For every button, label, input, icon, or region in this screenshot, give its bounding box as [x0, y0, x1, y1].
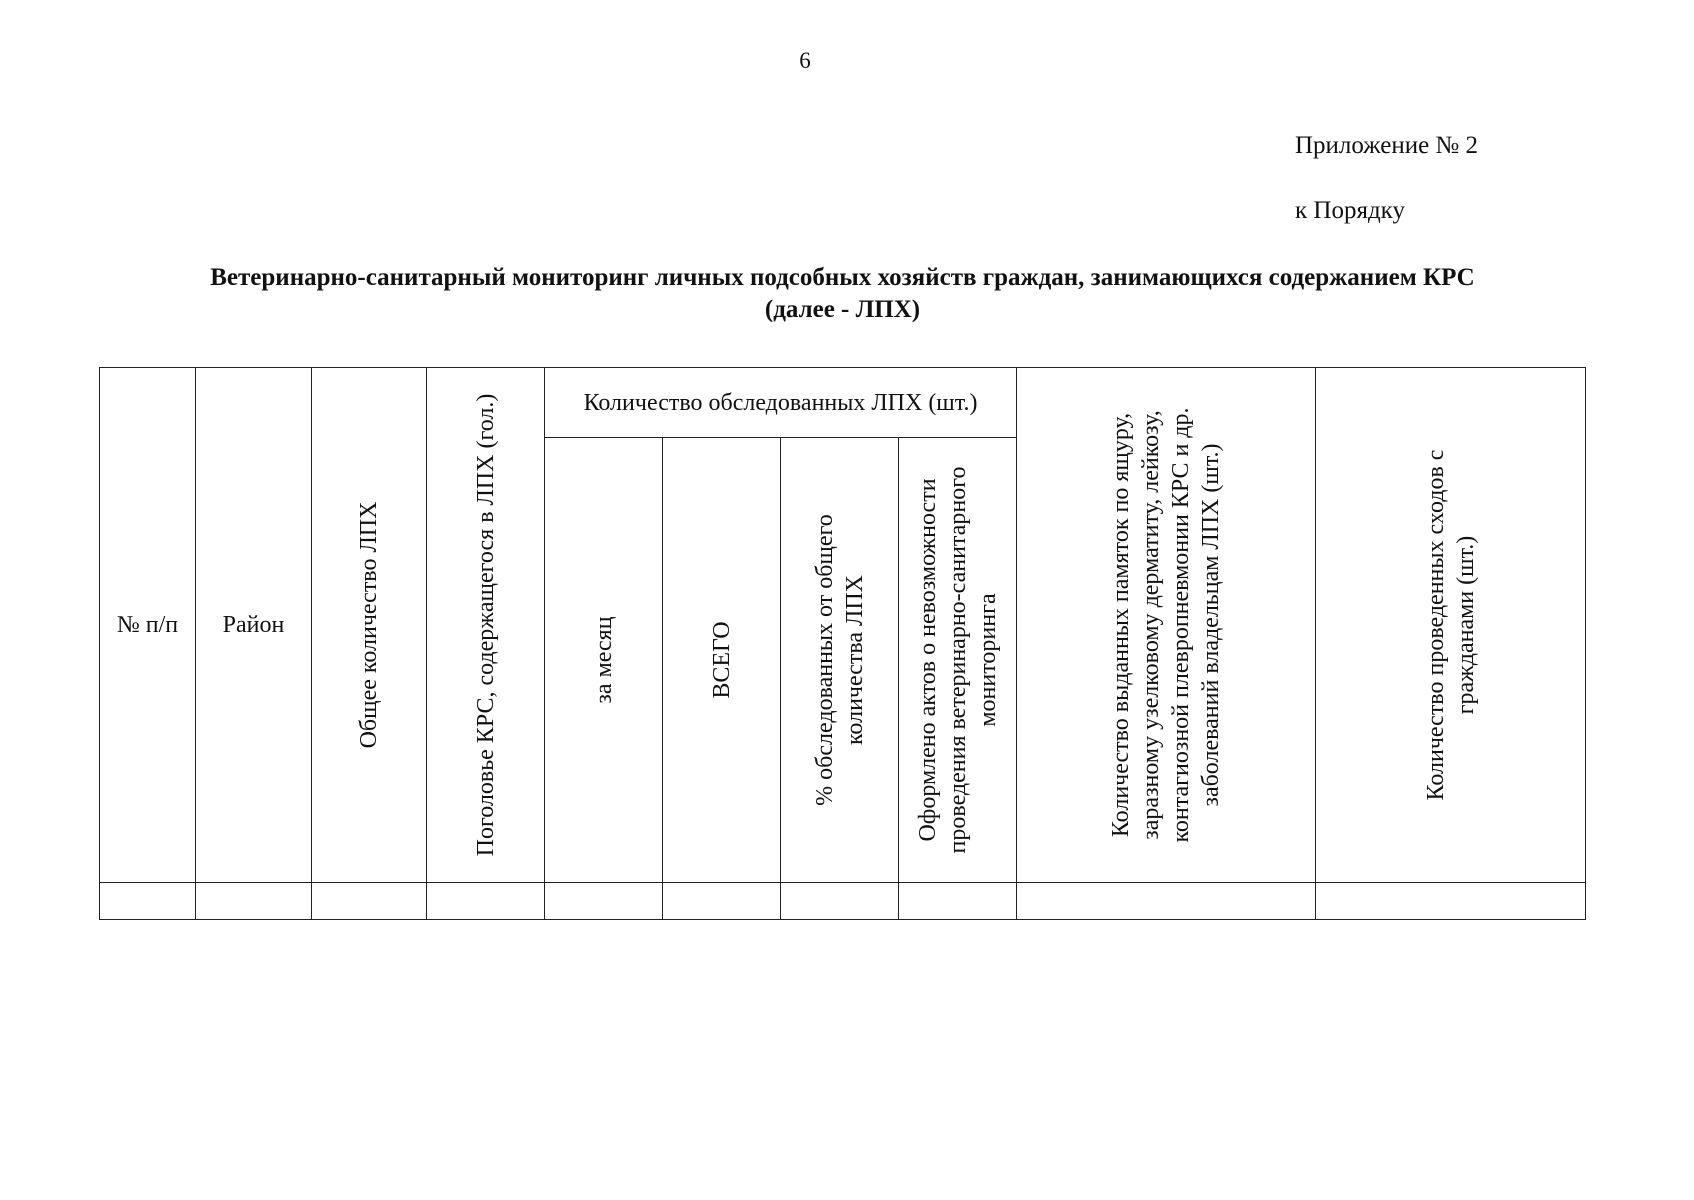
header-percent-text: % обследованных от общего количества ЛПХ [811, 514, 868, 806]
document-title-line1: Ветеринарно-санитарный мониторинг личных подсобных хозяйств граждан, занимающихся содержанием КРС [210, 264, 1475, 291]
table-cell [545, 883, 663, 920]
table-row [100, 883, 1586, 920]
table-cell [1017, 883, 1316, 920]
table-cell [781, 883, 899, 920]
table-cell [312, 883, 427, 920]
header-percent [781, 438, 899, 883]
header-livestock-text: Поголовье КРС, содержащегося в ЛПХ (гол.) [472, 393, 499, 857]
header-district: Район [196, 368, 312, 883]
header-total-text: ВСЕГО [708, 621, 735, 699]
document-title [100, 262, 1585, 326]
header-per-month-text: за месяц [590, 616, 617, 704]
appendix-label: Приложение № 2 [1295, 132, 1479, 159]
header-total-lph [312, 368, 427, 883]
header-total [663, 438, 781, 883]
header-memos [1017, 368, 1316, 883]
appendix-reference: к Порядку [1295, 197, 1405, 224]
header-surveyed-group: Количество обследованных ЛПХ (шт.) [545, 368, 1017, 438]
header-acts [899, 438, 1017, 883]
header-per-month [545, 438, 663, 883]
monitoring-table [99, 367, 1586, 920]
header-total-lph-text: Общее количество ЛПХ [356, 501, 382, 749]
header-memos-text: Количество выданных памяток по ящуру, заразному узелковому дерматиту, лейкозу, контагиозной плевропневмонии КРС и др. заболеваний владельцам ЛПХ (шт.) [1108, 407, 1225, 843]
table-cell [100, 883, 196, 920]
table-cell [427, 883, 545, 920]
header-livestock [427, 368, 545, 883]
page-number: 6 [799, 48, 811, 73]
table-cell [899, 883, 1017, 920]
document-title-line2: (далее - ЛПХ) [764, 296, 921, 323]
table-cell [196, 883, 312, 920]
header-acts-text: Оформлено актов о невозможности проведения ветеринарно-санитарного мониторинга [914, 466, 1001, 854]
table-cell [663, 883, 781, 920]
header-number: № п/п [100, 368, 196, 883]
header-meetings-text: Количество проведенных сходов с гражданами (шт.) [1422, 449, 1479, 801]
header-meetings [1316, 368, 1586, 883]
table-cell [1316, 883, 1586, 920]
